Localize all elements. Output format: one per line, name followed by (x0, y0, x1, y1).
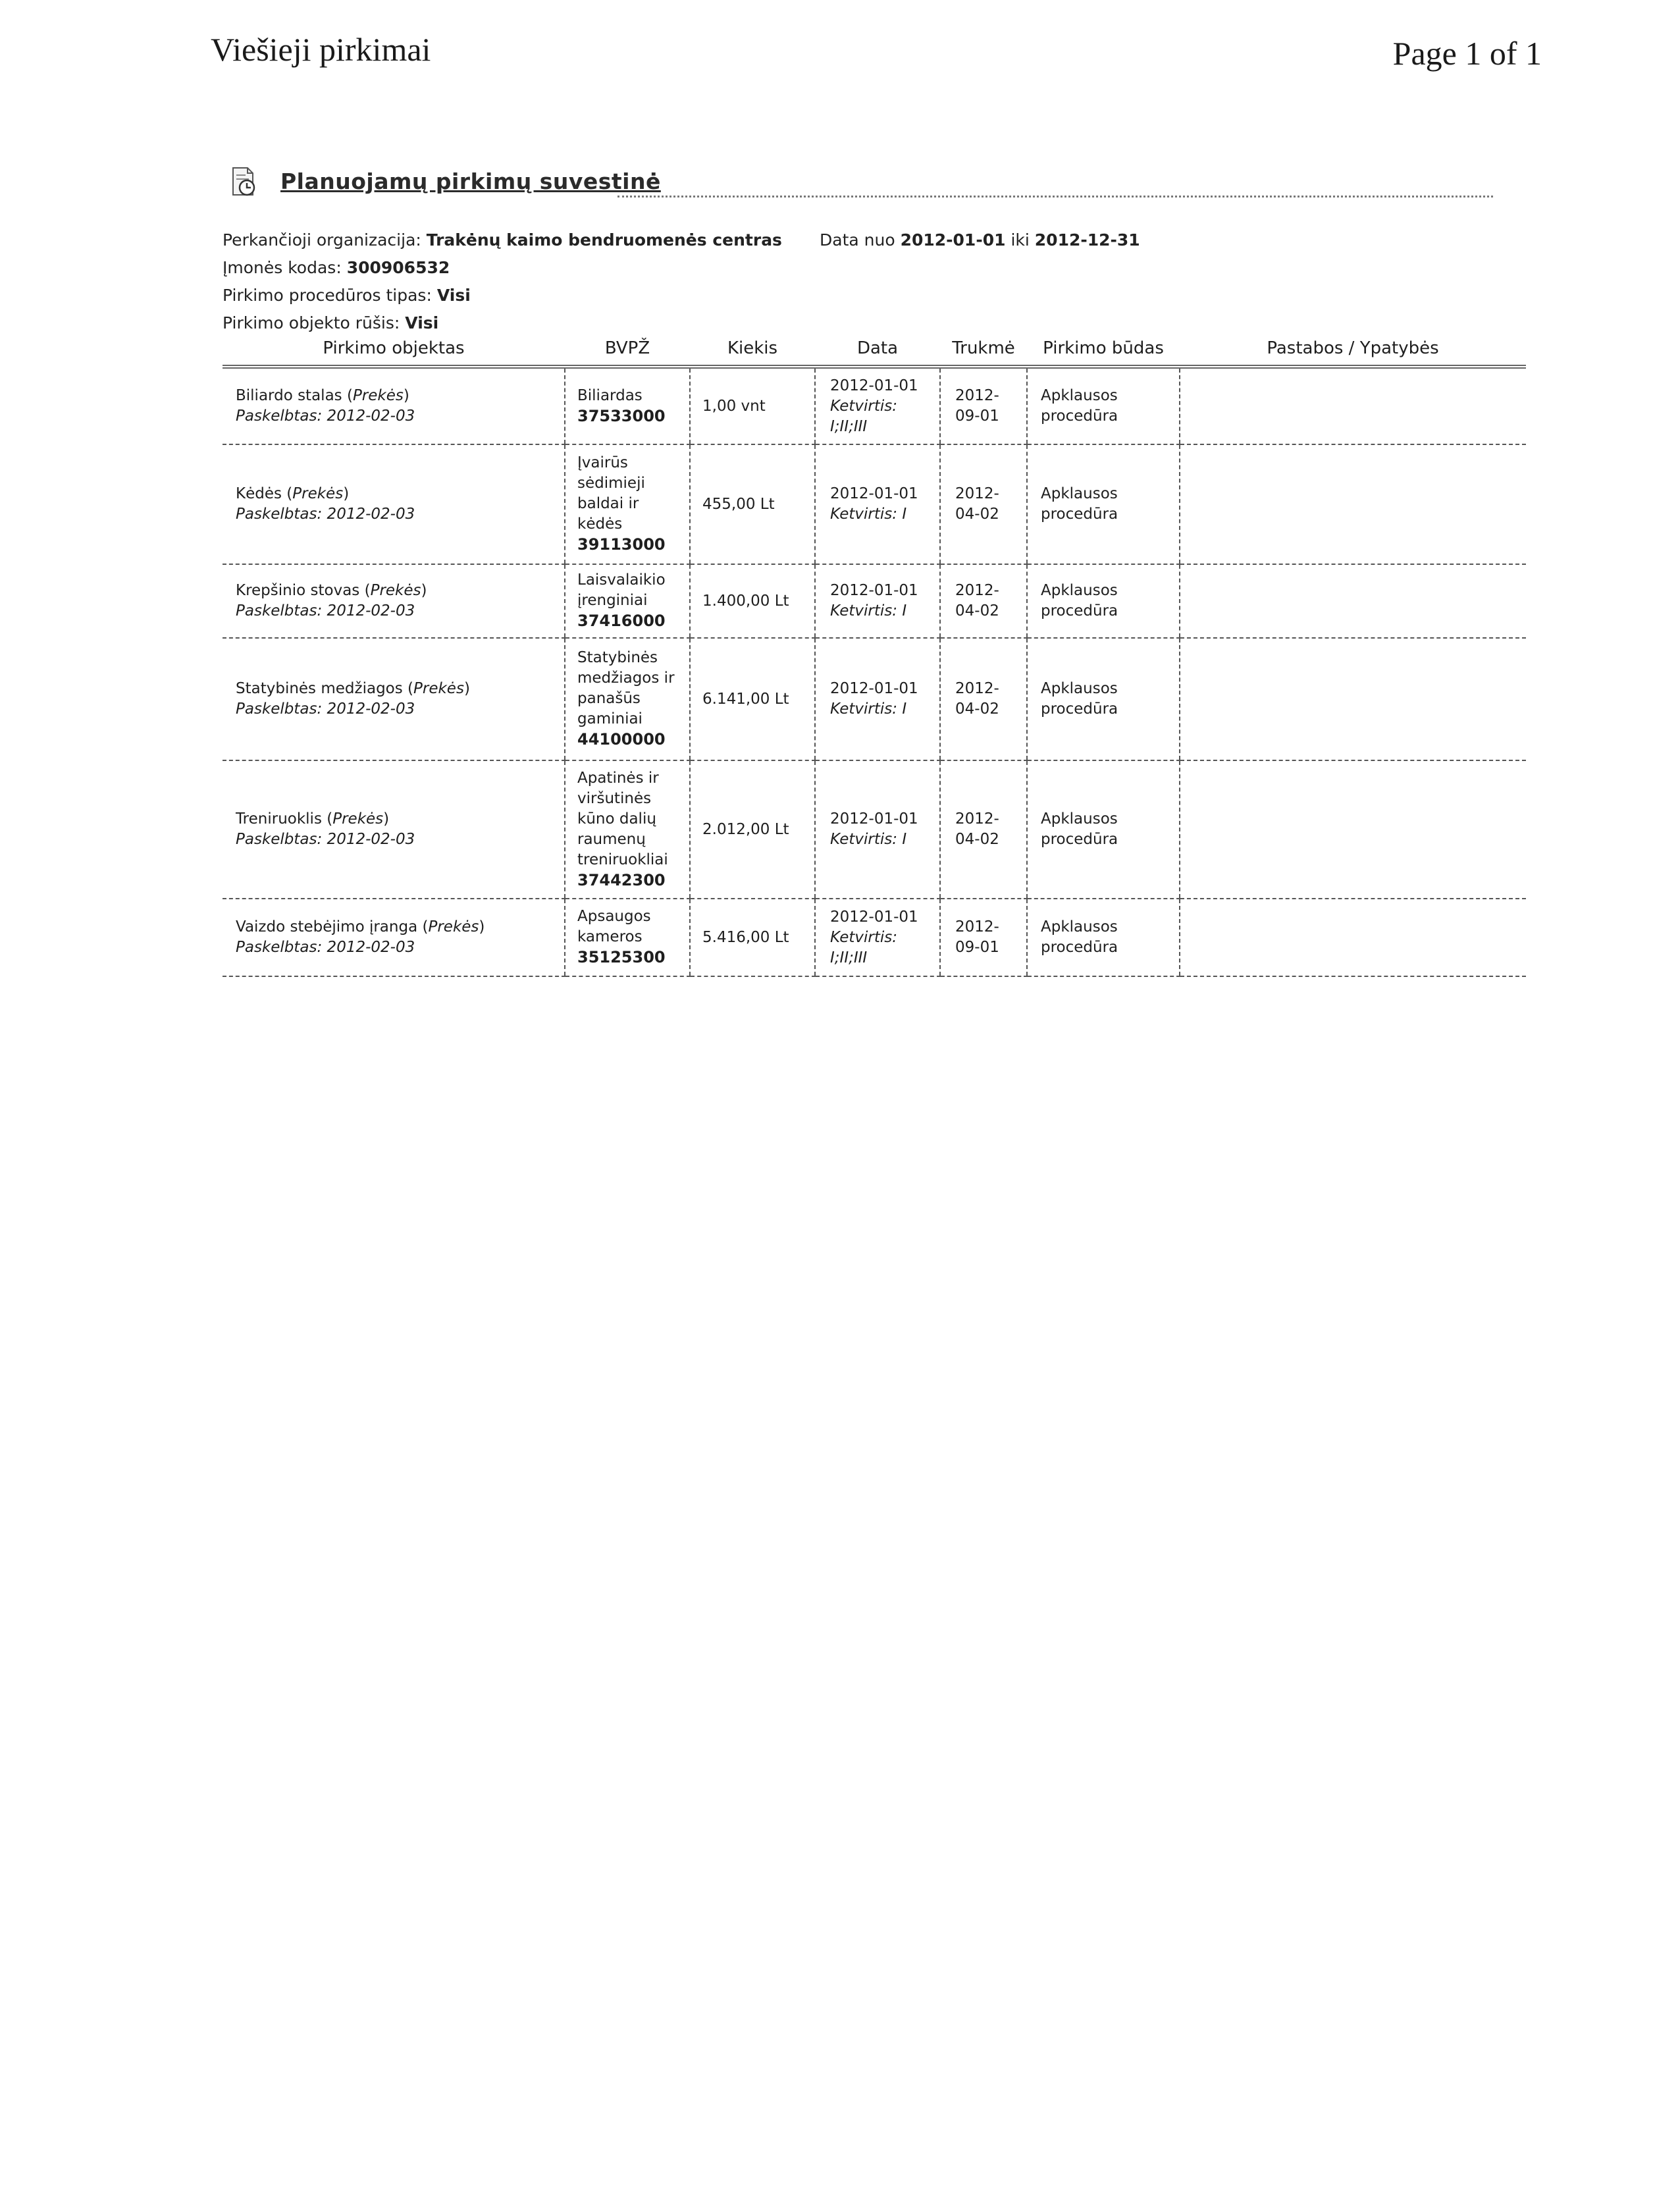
date-value: 2012-01-01 (830, 377, 918, 394)
report-filters (223, 226, 782, 337)
method-cell: Apklausos procedūra (1027, 760, 1180, 899)
organization-row (223, 226, 782, 254)
cpv-cell (565, 760, 690, 899)
object-cell: Kėdės (Prekės) Paskelbtas: 2012-02-03 (223, 444, 565, 564)
notes-cell (1180, 899, 1526, 976)
quarter-value: Ketvirtis: I;II;III (830, 397, 898, 435)
quantity-cell: 5.416,00 Lt (690, 899, 815, 976)
cpv-code: 37442300 (577, 870, 666, 889)
published-date: Paskelbtas: 2012-02-03 (236, 700, 415, 718)
notes-cell (1180, 638, 1526, 760)
object-type: Prekės (332, 810, 384, 828)
duration-cell: 2012-04-02 (940, 564, 1027, 638)
date-value: 2012-01-01 (830, 582, 918, 599)
object-cell: Treniruoklis (Prekės) Paskelbtas: 2012-02-03 (223, 760, 565, 899)
quarter-value: Ketvirtis: I (830, 506, 907, 523)
object-name: Treniruoklis (236, 810, 322, 828)
date-range (820, 226, 1140, 254)
table-row (223, 899, 1526, 976)
cpv-cell (565, 564, 690, 638)
object-name: Statybinės medžiagos (236, 680, 403, 697)
quarter-value: Ketvirtis: I (830, 700, 907, 718)
procedure-type-label: Pirkimo procedūros tipas: (223, 286, 432, 305)
date-value: 2012-01-01 (830, 908, 918, 926)
date-cell (815, 564, 940, 638)
document-clock-icon (229, 166, 258, 198)
cpv-cell (565, 367, 690, 444)
cpv-cell (565, 899, 690, 976)
page-header-title: Viešieji pirkimai (211, 31, 431, 68)
cpv-cell (565, 638, 690, 760)
section-title-bar (229, 166, 1493, 203)
object-name: Vaizdo stebėjimo įranga (236, 918, 418, 935)
quarter-value: Ketvirtis: I;II;III (830, 928, 898, 966)
procedure-type-value: Visi (436, 286, 471, 305)
cpv-code: 37416000 (577, 612, 666, 630)
title-divider (617, 196, 1493, 198)
column-header-object: Pirkimo objektas (223, 334, 565, 367)
procedure-type-row (223, 282, 782, 309)
duration-cell: 2012-09-01 (940, 367, 1027, 444)
date-to-label: iki (1011, 230, 1030, 250)
cpv-text: Biliardas (577, 386, 643, 404)
date-cell (815, 444, 940, 564)
date-cell (815, 367, 940, 444)
method-cell: Apklausos procedūra (1027, 638, 1180, 760)
object-cell: Statybinės medžiagos (Prekės) Paskelbtas: 2012-02-03 (223, 638, 565, 760)
published-date: Paskelbtas: 2012-02-03 (236, 408, 415, 425)
published-date: Paskelbtas: 2012-02-03 (236, 939, 415, 956)
method-cell: Apklausos procedūra (1027, 444, 1180, 564)
object-type: Prekės (428, 918, 479, 935)
cpv-text: Statybinės medžiagos ir panašūs gaminiai (577, 649, 675, 727)
duration-cell: 2012-04-02 (940, 760, 1027, 899)
notes-cell (1180, 760, 1526, 899)
column-header-date: Data (815, 334, 940, 367)
section-title: Planuojamų pirkimų suvestinė (280, 169, 661, 194)
notes-cell (1180, 564, 1526, 638)
method-cell: Apklausos procedūra (1027, 564, 1180, 638)
table-row (223, 638, 1526, 760)
column-header-method: Pirkimo būdas (1027, 334, 1180, 367)
company-code-row (223, 254, 782, 282)
column-header-cpv: BVPŽ (565, 334, 690, 367)
cpv-code: 37533000 (577, 406, 666, 425)
quantity-cell: 1,00 vnt (690, 367, 815, 444)
duration-cell: 2012-04-02 (940, 444, 1027, 564)
method-cell: Apklausos procedūra (1027, 899, 1180, 976)
object-type-value: Visi (405, 313, 439, 332)
object-name: Biliardo stalas (236, 387, 342, 404)
cpv-text: Įvairūs sėdimieji baldai ir kėdės (577, 454, 645, 533)
column-header-notes: Pastabos / Ypatybės (1180, 334, 1526, 367)
date-to-value: 2012-12-31 (1034, 230, 1140, 250)
column-header-quantity: Kiekis (690, 334, 815, 367)
published-date: Paskelbtas: 2012-02-03 (236, 506, 415, 523)
duration-cell: 2012-04-02 (940, 638, 1027, 760)
quantity-cell: 1.400,00 Lt (690, 564, 815, 638)
object-cell: Vaizdo stebėjimo įranga (Prekės) Paskelbtas: 2012-02-03 (223, 899, 565, 976)
quarter-value: Ketvirtis: I (830, 831, 907, 848)
object-name: Krepšinio stovas (236, 582, 360, 599)
date-cell (815, 760, 940, 899)
notes-cell (1180, 444, 1526, 564)
object-type: Prekės (370, 582, 421, 599)
procurement-table (223, 334, 1526, 977)
object-cell: Krepšinio stovas (Prekės) Paskelbtas: 2012-02-03 (223, 564, 565, 638)
quantity-cell: 2.012,00 Lt (690, 760, 815, 899)
quantity-cell: 6.141,00 Lt (690, 638, 815, 760)
object-type-row (223, 309, 782, 337)
duration-cell: 2012-09-01 (940, 899, 1027, 976)
company-code-label: Įmonės kodas: (223, 258, 342, 277)
table-row (223, 564, 1526, 638)
cpv-code: 35125300 (577, 948, 666, 966)
date-from-label: Data nuo (820, 230, 895, 250)
date-value: 2012-01-01 (830, 680, 918, 697)
object-type: Prekės (413, 680, 464, 697)
organization-label: Perkančioji organizacija: (223, 230, 421, 250)
date-cell (815, 638, 940, 760)
object-cell: Biliardo stalas (Prekės) Paskelbtas: 2012-02-03 (223, 367, 565, 444)
date-value: 2012-01-01 (830, 485, 918, 502)
cpv-text: Apsaugos kameros (577, 908, 651, 945)
object-type-label: Pirkimo objekto rūšis: (223, 313, 400, 332)
date-from-value: 2012-01-01 (900, 230, 1006, 250)
method-cell: Apklausos procedūra (1027, 367, 1180, 444)
cpv-text: Apatinės ir viršutinės kūno dalių raumenų treniruokliai (577, 769, 668, 868)
cpv-text: Laisvalaikio įrenginiai (577, 571, 666, 609)
column-header-duration: Trukmė (940, 334, 1027, 367)
company-code-value: 300906532 (346, 258, 450, 277)
object-name: Kėdės (236, 485, 282, 502)
table-header-row (223, 334, 1526, 367)
quarter-value: Ketvirtis: I (830, 602, 907, 619)
quantity-cell: 455,00 Lt (690, 444, 815, 564)
table-row (223, 367, 1526, 444)
notes-cell (1180, 367, 1526, 444)
date-cell (815, 899, 940, 976)
published-date: Paskelbtas: 2012-02-03 (236, 602, 415, 619)
cpv-code: 39113000 (577, 535, 666, 554)
published-date: Paskelbtas: 2012-02-03 (236, 831, 415, 848)
organization-value: Trakėnų kaimo bendruomenės centras (426, 230, 782, 250)
table-row (223, 444, 1526, 564)
cpv-code: 44100000 (577, 730, 666, 749)
date-value: 2012-01-01 (830, 810, 918, 828)
cpv-cell (565, 444, 690, 564)
object-type: Prekės (292, 485, 344, 502)
table-row (223, 760, 1526, 899)
object-type: Prekės (352, 387, 404, 404)
page-number: Page 1 of 1 (1392, 35, 1542, 72)
